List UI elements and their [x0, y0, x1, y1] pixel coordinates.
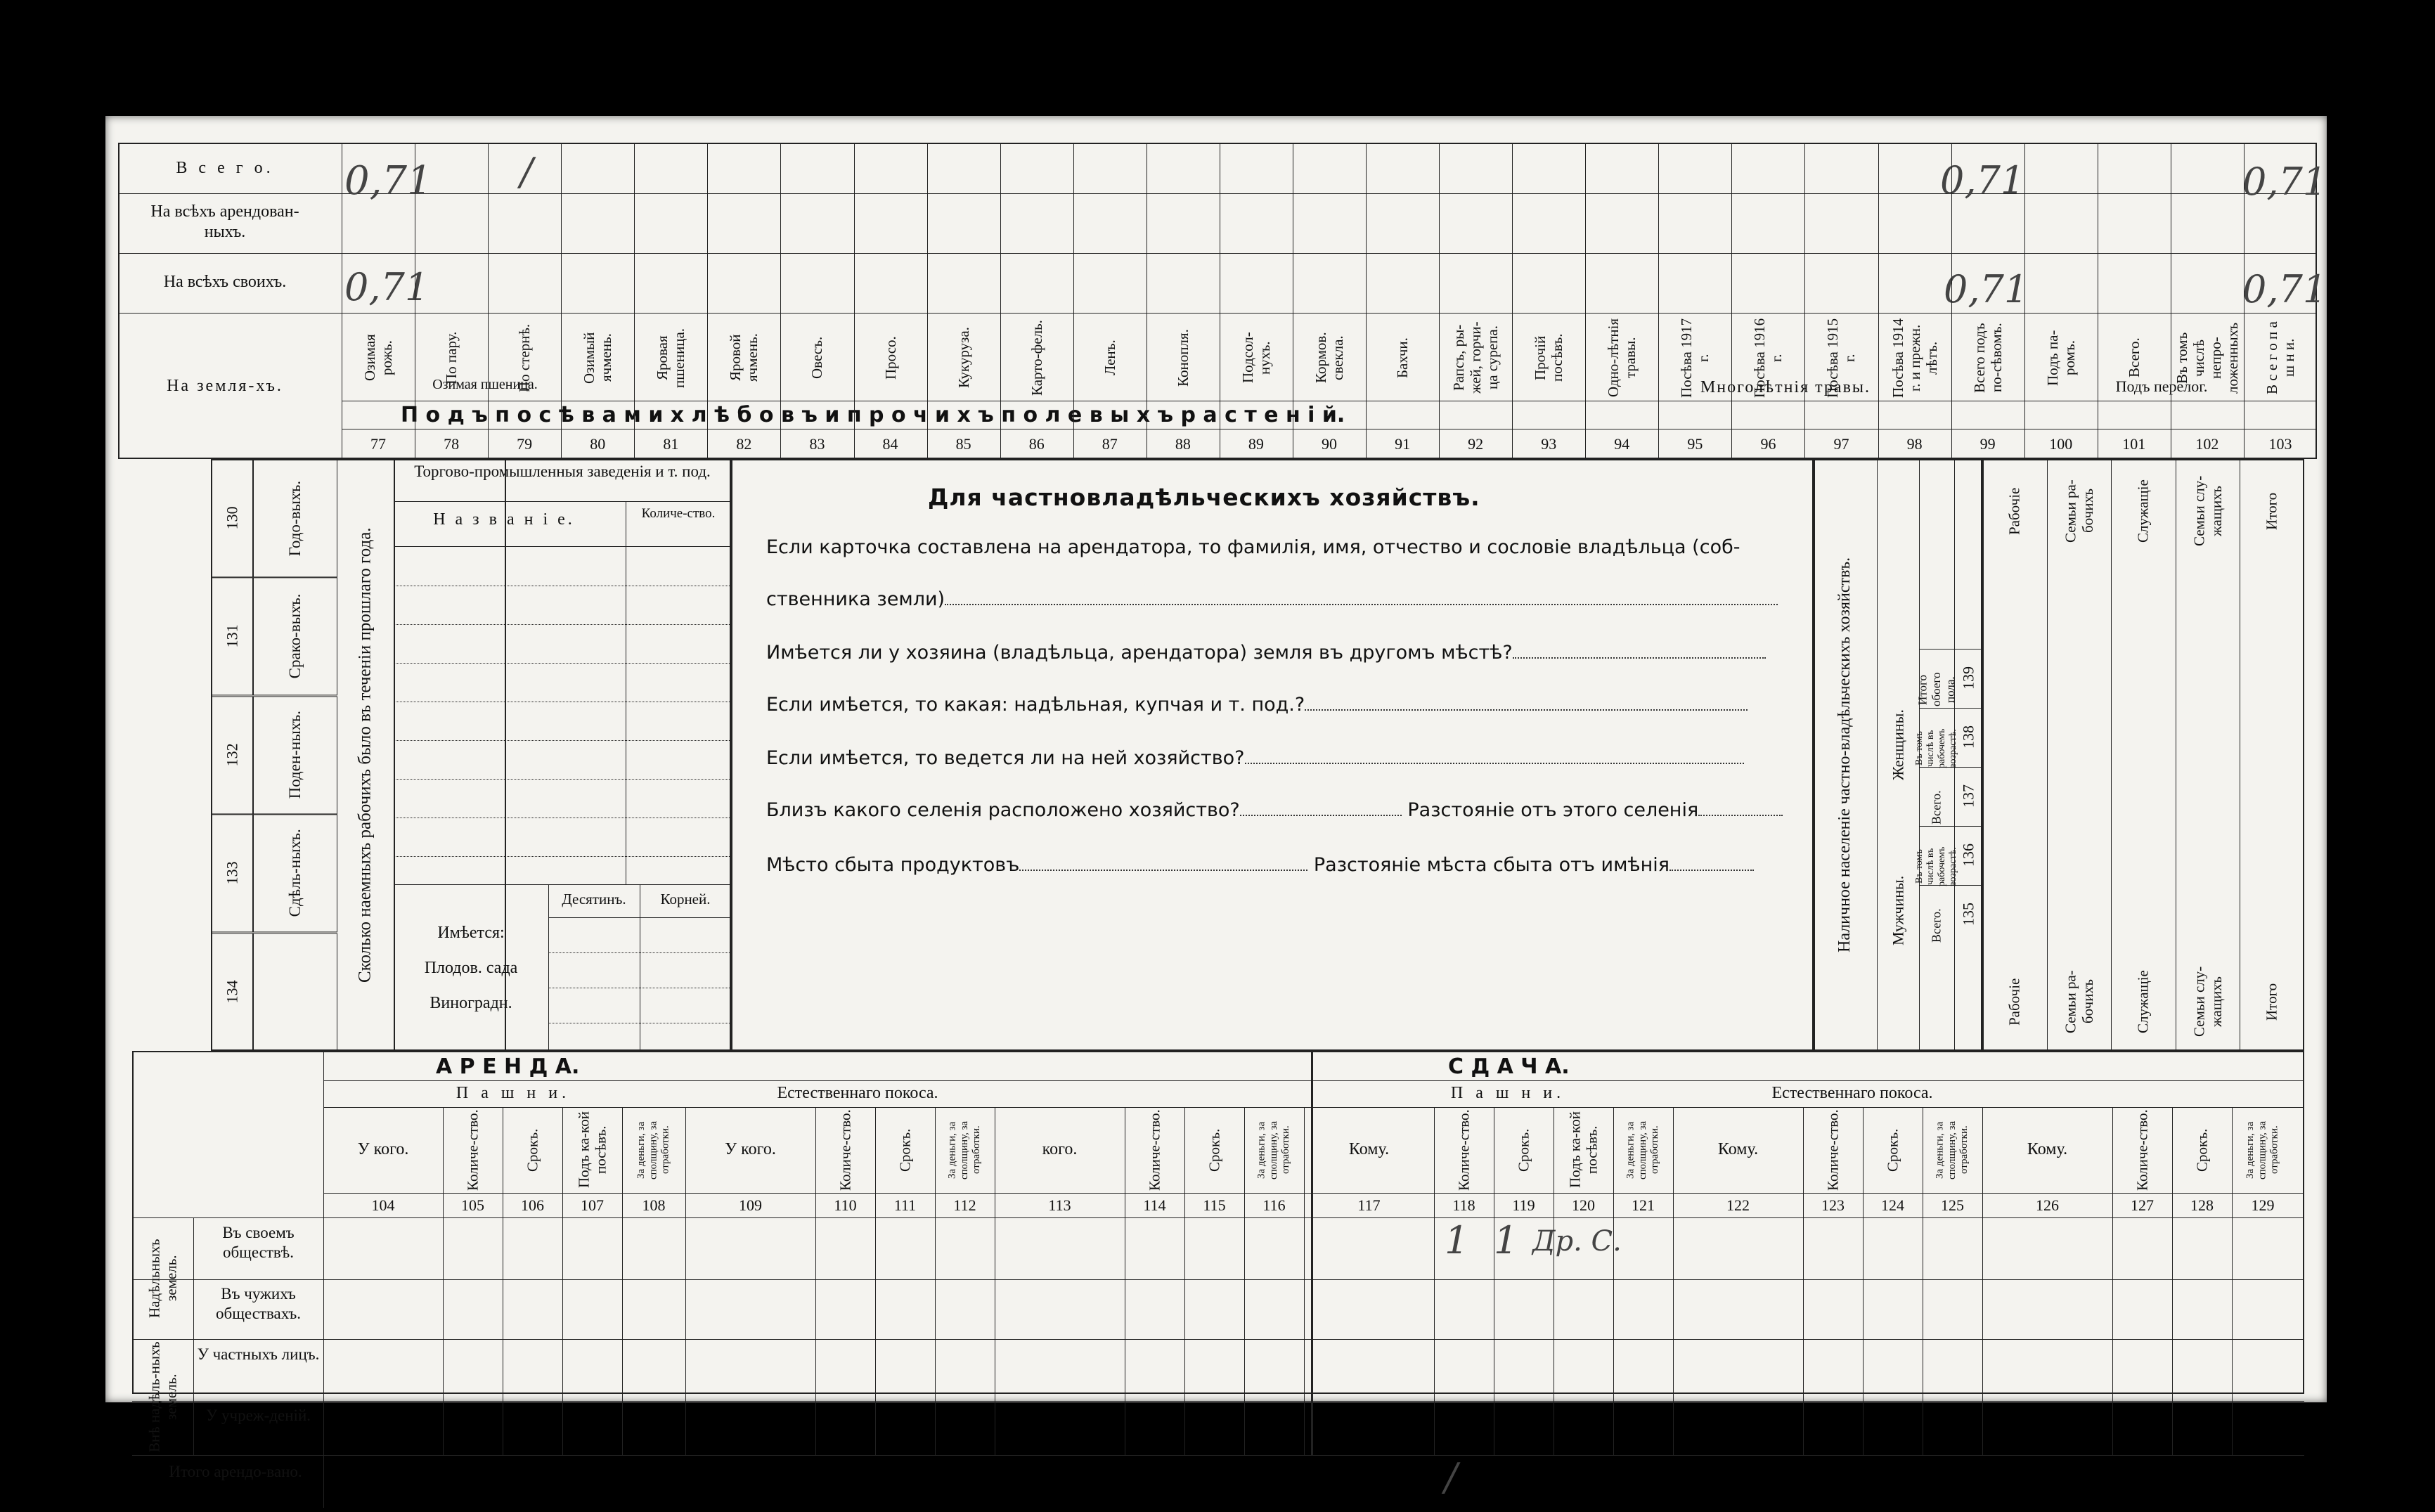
- top-col-label: Всего.: [2125, 337, 2143, 378]
- pop-right-label-bottom: Рабочіе: [2006, 978, 2023, 1026]
- bottom-col-label: За деньги, за сполщину, за отработки.: [946, 1120, 983, 1180]
- population-title: Наличное населеніе частно-владѣльческихъ хозяйствъ.: [1835, 557, 1854, 953]
- bottom-col-number: 108: [642, 1196, 666, 1214]
- trade-title: Торгово-промышленныя заведенія и т. под.: [414, 463, 711, 480]
- top-col-label: Рапсъ, ры-жей, горчи-ца сурепа.: [1449, 321, 1501, 394]
- top-col-divider: [1658, 143, 1659, 459]
- top-col-label: Кукуруза.: [955, 327, 972, 389]
- top-col-divider: [1366, 143, 1367, 459]
- bottom-col-label: Срокъ.: [2193, 1128, 2211, 1172]
- pop-right-label-bottom: Семьи слу-жащихъ: [2190, 966, 2225, 1038]
- top-col-divider: [1073, 143, 1074, 459]
- top-col-label: Посѣва 1917 г.: [1678, 318, 1712, 398]
- bottom-col-number: 123: [1821, 1196, 1845, 1214]
- top-col-number: 97: [1833, 435, 1849, 453]
- arenda-pokos: Естественнаго покоса.: [777, 1084, 938, 1102]
- private-line3: Имѣется ли у хозяина (владѣльца, арендатора) земля въ другомъ мѣстѣ?: [766, 642, 1766, 664]
- bottom-col-number: 105: [461, 1196, 484, 1214]
- workers-title: Сколько наемныхъ рабочихъ было въ теченіи прошлаго года.: [355, 527, 375, 983]
- bottom-col-label: Кому.: [1348, 1140, 1390, 1159]
- pop-itogo-oboego: Итого обоего пола.: [1916, 672, 1957, 707]
- top-col-label: Кормов. свекла.: [1312, 332, 1346, 384]
- top-col-number: 77: [370, 435, 387, 453]
- pop-women: Женщины.: [1889, 709, 1907, 781]
- pop-vtom: Въ томъ числѣ въ рабочемъ возрастѣ.: [1913, 846, 1959, 887]
- vinograd-label: Виноградн.: [429, 994, 512, 1012]
- bottom-col-label: Количе-ство.: [1455, 1109, 1473, 1191]
- top-col-number: 103: [2268, 435, 2292, 453]
- top-col-label: Одно-лѣтнія травы.: [1605, 318, 1639, 398]
- top-col-divider: [1878, 143, 1879, 459]
- top-col-number: 82: [736, 435, 752, 453]
- top-col-divider: [634, 143, 635, 459]
- sdacha-divider: [1311, 1051, 1313, 1455]
- top-col-divider: [1731, 143, 1732, 459]
- pop-vtom-w: Въ томъ числѣ въ рабочемъ возрастѣ.: [1913, 728, 1959, 769]
- bottom-col-number: 110: [834, 1196, 857, 1214]
- worker-col-number: 130: [211, 459, 253, 577]
- top-col-label: Овесъ.: [808, 336, 826, 380]
- hw-itogo-118: /: [1445, 1455, 1458, 1499]
- sdacha-pokos: Естественнаго покоса.: [1771, 1084, 1933, 1102]
- bottom-col-number: 104: [371, 1196, 395, 1214]
- bottom-col-label: У кого.: [725, 1140, 776, 1159]
- bottom-col-label: Количе-ство.: [1146, 1109, 1163, 1191]
- top-col-divider: [488, 143, 489, 459]
- bottom-col-label: За деньги, за сполщину, за отработки.: [2245, 1120, 2280, 1180]
- census-card: [105, 116, 2327, 1499]
- ozimaya-pshenitsa-label: Озимая пшеница.: [432, 377, 538, 392]
- pop-right-label-bottom: Итого: [2263, 983, 2281, 1021]
- top-col-label: Посѣва 1916 г.: [1751, 318, 1785, 398]
- pop-right-label-top: Семьи ра-бочихъ: [2062, 479, 2096, 543]
- bottom-col-label: За деньги, за сполщину, за отработки.: [1625, 1120, 1661, 1180]
- top-col-label: Подъ па-ромъ.: [2043, 330, 2078, 386]
- hw-svoih-99: 0,71: [1944, 267, 2029, 311]
- worker-col-label: Сдѣль-ныхъ.: [253, 814, 337, 932]
- bottom-col-number: 118: [1452, 1196, 1475, 1214]
- imeetsya-label: Имѣется:: [437, 924, 505, 942]
- bottom-col-number: 109: [739, 1196, 762, 1214]
- top-col-label: Конопля.: [1174, 329, 1191, 387]
- pop-right-label-bottom: Семьи ра-бочихъ: [2062, 970, 2096, 1033]
- top-col-label: По пару.: [443, 331, 460, 385]
- bottom-col-label: Срокъ.: [1206, 1128, 1223, 1172]
- bottom-col-number: 126: [2036, 1196, 2059, 1214]
- bottom-col-number: 128: [2190, 1196, 2214, 1214]
- top-col-divider: [927, 143, 928, 459]
- top-col-number: 100: [2049, 435, 2073, 453]
- top-col-divider: [1000, 143, 1001, 459]
- top-col-number: 95: [1687, 435, 1703, 453]
- bottom-col-label: Количе-ство.: [1824, 1109, 1842, 1191]
- worker-col-label: Годо-выхъ.: [253, 459, 337, 577]
- kornei-header: Корней.: [660, 891, 711, 907]
- top-col-label: Озимый ячмень.: [581, 332, 615, 384]
- top-col-label: Подсол-нухъ.: [1239, 332, 1273, 384]
- bottom-col-label: За деньги, за сполщину, за отработки.: [1255, 1120, 1292, 1180]
- hw-svoih-77: 0,71: [344, 265, 429, 309]
- top-col-divider: [2024, 143, 2025, 459]
- row-svoem: Въ своемъ обществѣ.: [222, 1224, 295, 1261]
- bottom-col-number: 129: [2251, 1196, 2275, 1214]
- top-col-number: 81: [663, 435, 679, 453]
- top-col-number: 101: [2122, 435, 2146, 453]
- top-col-label: Прочій посѣвъ.: [1532, 333, 1566, 382]
- pop-number: 139: [1959, 666, 1977, 690]
- hw-vsego-99: 0,71: [1940, 158, 2025, 202]
- bottom-col-number: 106: [521, 1196, 544, 1214]
- top-col-label: Карто-фель.: [1028, 320, 1045, 396]
- bottom-col-label: За деньги, за сполщину, за отработки.: [635, 1120, 671, 1180]
- row-label-arendovannyh: На всѣхъ арендован-ныхъ.: [150, 202, 299, 241]
- top-col-number: 93: [1541, 435, 1557, 453]
- sdacha-title: С Д А Ч А.: [1448, 1054, 1570, 1079]
- hw-vsego-78: /: [520, 150, 534, 194]
- bottom-col-number: 120: [1572, 1196, 1595, 1214]
- bottom-col-number: 113: [1048, 1196, 1071, 1214]
- row-label-zemlyah: На земля-хъ.: [167, 377, 283, 395]
- top-col-divider: [1585, 143, 1586, 459]
- top-col-number: 98: [1906, 435, 1923, 453]
- mnogoletnie-label: Многолѣтнія травы.: [1700, 378, 1871, 396]
- bottom-col-label: Срокъ.: [1515, 1128, 1532, 1172]
- hw-svoih-103: 0,71: [2242, 267, 2327, 311]
- pop-number: 137: [1959, 784, 1977, 808]
- bottom-col-label: Кому.: [2027, 1140, 2068, 1159]
- private-line1: Если карточка составлена на арендатора, то фамилія, имя, отчество и сословіе владѣльца (соб-: [766, 536, 1740, 558]
- bottom-col-label: Количе-ство.: [837, 1109, 854, 1191]
- trade-qty-header: Количе-ство.: [641, 506, 716, 521]
- worker-col-label: [253, 933, 337, 1051]
- top-col-divider: [2244, 143, 2245, 459]
- row-chastnyh: У частныхъ лицъ.: [197, 1345, 320, 1363]
- pop-number: 135: [1959, 903, 1977, 926]
- bottom-col-label: Кому.: [1717, 1140, 1759, 1159]
- top-col-label: Посѣва 1915 г.: [1824, 318, 1859, 398]
- bottom-col-number: 112: [953, 1196, 976, 1214]
- bottom-col-label: Подъ ка-кой посѣвъ.: [1566, 1111, 1601, 1189]
- pop-right-label-bottom: Служащіе: [2134, 970, 2152, 1033]
- bottom-col-number: 121: [1632, 1196, 1655, 1214]
- bottom-col-number: 124: [1881, 1196, 1904, 1214]
- top-col-number: 96: [1760, 435, 1776, 453]
- top-col-number: 90: [1321, 435, 1337, 453]
- hw-arenda-118: 1: [1445, 1218, 1469, 1262]
- bottom-col-label: Срокъ.: [524, 1128, 541, 1172]
- top-col-label: Яровая пшеница.: [654, 328, 688, 388]
- worker-col-label: Поден-ныхъ.: [253, 696, 337, 814]
- top-col-label: Просо.: [881, 336, 899, 380]
- arenda-pashni: П а ш н и.: [456, 1084, 571, 1102]
- row-label-vsego: В с е г о.: [176, 159, 274, 177]
- sdacha-pashni: П а ш н и.: [1450, 1084, 1565, 1102]
- top-col-label: Ленъ.: [1101, 340, 1118, 376]
- hw-arenda-119: 1: [1494, 1218, 1518, 1262]
- bottom-col-label: Количе-ство.: [464, 1109, 482, 1191]
- private-line6: Близъ какого селенія расположено хозяйство? Разстояніе отъ этого селенія: [766, 799, 1783, 821]
- pop-number: 136: [1959, 844, 1977, 867]
- bottom-col-number: 127: [2131, 1196, 2154, 1214]
- pop-right-label-top: Рабочіе: [2006, 487, 2023, 535]
- top-col-divider: [854, 143, 855, 459]
- bottom-col-number: 117: [1357, 1196, 1381, 1214]
- row-uchrezhdenii: У учреж-деній.: [205, 1407, 311, 1424]
- top-col-label: Бахчи.: [1393, 337, 1411, 378]
- top-col-divider: [1439, 143, 1440, 459]
- bottom-col-label: Подъ ка-кой посѣвъ.: [575, 1111, 609, 1189]
- top-col-number: 87: [1102, 435, 1118, 453]
- hw-arenda-120: Др. С.: [1532, 1225, 1622, 1258]
- top-col-number: 83: [809, 435, 825, 453]
- top-col-number: 88: [1175, 435, 1191, 453]
- top-col-number: 86: [1028, 435, 1045, 453]
- row-chuzhih: Въ чужихъ обществахъ.: [216, 1285, 301, 1322]
- top-col-number: 94: [1614, 435, 1630, 453]
- pop-number: 138: [1959, 725, 1977, 749]
- group-nadel: Надѣльныхъ земель.: [146, 1239, 180, 1318]
- pop-right-label-top: Семьи слу-жащихъ: [2190, 475, 2225, 547]
- top-col-label: Посѣва 1914 г. и прежн. лѣтъ.: [1889, 318, 1940, 398]
- top-col-divider: [1804, 143, 1805, 459]
- private-line7: Мѣсто сбыта продуктовъ Разстояніе мѣста сбыта отъ имѣнія: [766, 854, 1754, 876]
- top-col-number: 91: [1395, 435, 1411, 453]
- bottom-col-label: У кого.: [357, 1140, 409, 1159]
- top-col-number: 89: [1248, 435, 1264, 453]
- pop-vsego: Всего.: [1929, 908, 1944, 943]
- bottom-col-number: 107: [581, 1196, 604, 1214]
- top-col-number: 85: [955, 435, 971, 453]
- worker-col-number: 132: [211, 696, 253, 814]
- pod-pereloq-label: Подъ перелог.: [2115, 377, 2208, 395]
- bottom-col-number: 116: [1262, 1196, 1286, 1214]
- worker-col-number: 133: [211, 814, 253, 932]
- top-col-number: 80: [590, 435, 606, 453]
- top-col-number: 79: [517, 435, 533, 453]
- top-col-number: 78: [444, 435, 460, 453]
- bottom-col-number: 114: [1143, 1196, 1166, 1214]
- bottom-col-label: Количе-ство.: [2133, 1109, 2151, 1191]
- top-col-label: Всего подъ по-сѣвомъ.: [1970, 323, 2005, 393]
- worker-col-number: 134: [211, 933, 253, 1051]
- bottom-col-number: 125: [1941, 1196, 1964, 1214]
- top-col-number: 84: [882, 435, 898, 453]
- top-col-number: 102: [2195, 435, 2219, 453]
- top-col-divider: [1512, 143, 1513, 459]
- hw-vsego-103: 0,71: [2242, 160, 2327, 204]
- bottom-col-number: 115: [1203, 1196, 1226, 1214]
- bottom-col-label: За деньги, за сполщину, за отработки.: [1934, 1120, 1970, 1180]
- worker-col-label: Срако-выхъ.: [253, 577, 337, 695]
- top-col-divider: [707, 143, 708, 459]
- bottom-col-label: кого.: [1042, 1140, 1078, 1159]
- top-col-divider: [561, 143, 562, 459]
- bottom-col-label: Срокъ.: [1884, 1128, 1901, 1172]
- top-col-number: 99: [1979, 435, 1996, 453]
- bottom-col-label: Срокъ.: [896, 1128, 914, 1172]
- row-itogo: Итого арендо-вано.: [169, 1463, 302, 1480]
- bottom-col-number: 119: [1512, 1196, 1535, 1214]
- top-col-label: В с е г о п а ш н и.: [2263, 321, 2297, 394]
- arenda-title: А Р Е Н Д А.: [436, 1054, 580, 1079]
- top-col-label: Яровой ячмень.: [727, 333, 761, 382]
- desyatin-header: Десятинъ.: [562, 891, 626, 907]
- sad-label: Плодов. сада: [424, 959, 518, 977]
- private-line2: ственника земли): [766, 588, 1778, 610]
- top-band-title: П о д ъ п о с ѣ в а м и х л ѣ б о в ъ и п р о ч и х ъ п о л е в ы х ъ р а с т е н і й.: [401, 402, 1345, 427]
- hw-vsego-77: 0,71: [344, 158, 432, 204]
- top-col-label: По стернѣ.: [516, 323, 534, 392]
- trade-name-header: Н а з в а н і е.: [433, 510, 575, 529]
- pop-right-label-top: Служащіе: [2134, 479, 2152, 543]
- private-line4: Если имѣется, то какая: надѣльная, купчая и т. под.?: [766, 694, 1748, 716]
- bottom-col-number: 122: [1726, 1196, 1750, 1214]
- top-col-divider: [780, 143, 781, 459]
- row-label-svoih: На всѣхъ своихъ.: [163, 273, 287, 291]
- group-vne: Внѣ надѣль-ныхъ земель.: [146, 1341, 180, 1453]
- bottom-col-number: 111: [893, 1196, 917, 1214]
- pop-vsego-w: Всего.: [1929, 790, 1944, 825]
- top-col-label: Озимая рожь.: [361, 334, 396, 382]
- top-col-number: 92: [1468, 435, 1484, 453]
- pop-right-label-top: Итого: [2263, 492, 2281, 530]
- private-title: Для частновладѣльческихъ хозяйствъ.: [928, 484, 1480, 511]
- top-col-label: Въ томъ числѣ непро-ложенныхъ: [2173, 322, 2242, 394]
- top-col-divider: [1951, 143, 1952, 459]
- private-line5: Если имѣется, то ведется ли на ней хозяйство?: [766, 747, 1744, 769]
- worker-col-number: 131: [211, 577, 253, 695]
- pop-men: Мужчины.: [1889, 875, 1907, 945]
